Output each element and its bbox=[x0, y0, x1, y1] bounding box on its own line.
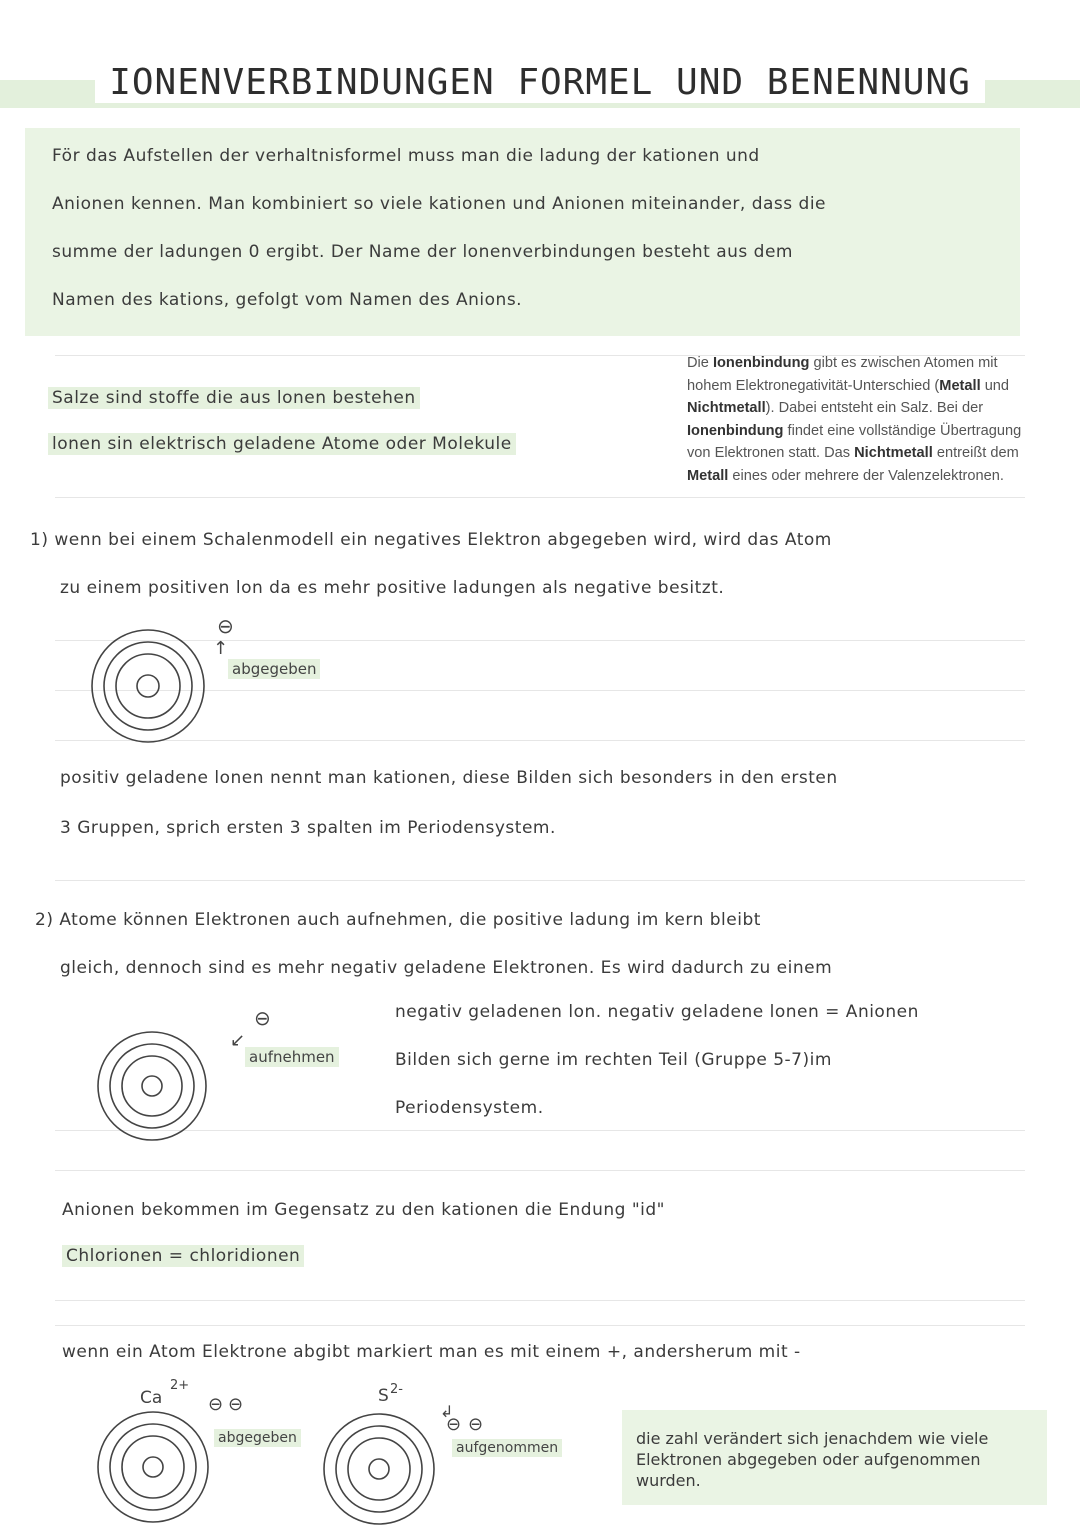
ions-definition: lonen sin elektrisch geladene Atome oder Molekule bbox=[48, 434, 516, 454]
ca-symbol: Ca bbox=[140, 1388, 163, 1408]
section2-side-2: Bilden sich gerne im rechten Teil (Gruppe 5-7)im bbox=[395, 1050, 832, 1070]
label-abgegeben-ca: abgegeben bbox=[214, 1430, 301, 1446]
intro-line-4: Namen des kations, gefolgt vom Namen des Anions. bbox=[52, 290, 523, 310]
electron-icon: ⊖ bbox=[468, 1414, 484, 1435]
section1-line-1: 1) wenn bei einem Schalenmodell ein negatives Elektron abgegeben wird, wird das Atom bbox=[30, 530, 832, 550]
label-abgegeben: abgegeben bbox=[228, 660, 320, 678]
page-title: IONENVERBINDUNGEN FORMEL UND BENENNUNG bbox=[0, 62, 1080, 103]
ionic-bond-printed-text: Die Ionenbindung gibt es zwischen Atomen mit hohem Elektronegativität-Unterschied (Metall und Nichtmetall). Dabei entsteht ein Salz. Bei der Ionenbindung findet eine vollständige Übertragung von Elektronen statt. Das Nichtmetall entreißt dem Metall eines oder mehrere der Valenzelektronen. bbox=[687, 355, 1022, 484]
arrow-in-icon: ↙ bbox=[230, 1030, 246, 1051]
shell-model-atom-2 bbox=[96, 1030, 208, 1142]
section2-side-1: negativ geladenen lon. negativ geladene lonen = Anionen bbox=[395, 1002, 919, 1022]
salts-definition: Salze sind stoffe die aus lonen bestehen bbox=[48, 388, 420, 408]
ca-charge: 2+ bbox=[170, 1378, 190, 1393]
arrow-up-icon: ↑ bbox=[213, 638, 229, 659]
anion-ending-line: Anionen bekommen im Gegensatz zu den kationen die Endung "id" bbox=[62, 1200, 665, 1220]
label-aufnehmen: aufnehmen bbox=[245, 1048, 339, 1066]
electron-icon: ⊖ bbox=[254, 1006, 271, 1030]
intro-line-2: Anionen kennen. Man kombiniert so viele kationen und Anionen miteinander, dass die bbox=[52, 194, 827, 214]
calcium-atom bbox=[96, 1410, 210, 1524]
marking-line: wenn ein Atom Elektrone abgibt markiert man es mit einem +, andersherum mit - bbox=[62, 1342, 801, 1362]
label-aufgenommen: aufgenommen bbox=[452, 1440, 562, 1456]
sulfur-atom bbox=[322, 1412, 436, 1526]
electron-icon: ⊖ bbox=[208, 1394, 224, 1415]
s-charge: 2- bbox=[390, 1382, 403, 1397]
electron-icon: ⊖ bbox=[228, 1394, 244, 1415]
section1-line-2: zu einem positiven lon da es mehr positive ladungen als negative besitzt. bbox=[60, 578, 725, 598]
section2-line-1: 2) Atome können Elektronen auch aufnehmen, die positive ladung im kern bleibt bbox=[35, 910, 761, 930]
cations-line-1: positiv geladene lonen nennt man kationen, diese Bilden sich besonders in den ersten bbox=[60, 768, 838, 788]
note-text: die zahl verändert sich jenachdem wie viele Elektronen abgegeben oder aufgenommen wurden. bbox=[636, 1429, 989, 1490]
section2-line-2: gleich, dennoch sind es mehr negativ geladene Elektronen. Es wird dadurch zu einem bbox=[60, 958, 833, 978]
intro-line-1: För das Aufstellen der verhaltnisformel muss man die ladung der kationen und bbox=[52, 146, 760, 166]
arrow-in-icon: ↲ bbox=[440, 1402, 454, 1421]
shell-model-atom-1 bbox=[90, 628, 206, 744]
electron-icon: ⊖ bbox=[446, 1414, 462, 1435]
s-symbol: S bbox=[378, 1386, 389, 1406]
chlor-line: Chlorionen = chloridionen bbox=[62, 1246, 304, 1266]
section2-side-3: Periodensystem. bbox=[395, 1098, 544, 1118]
electron-icon: ⊖ bbox=[217, 614, 234, 638]
cations-line-2: 3 Gruppen, sprich ersten 3 spalten im Periodensystem. bbox=[60, 818, 556, 838]
intro-line-3: summe der ladungen 0 ergibt. Der Name der lonenverbindungen besteht aus dem bbox=[52, 242, 793, 262]
